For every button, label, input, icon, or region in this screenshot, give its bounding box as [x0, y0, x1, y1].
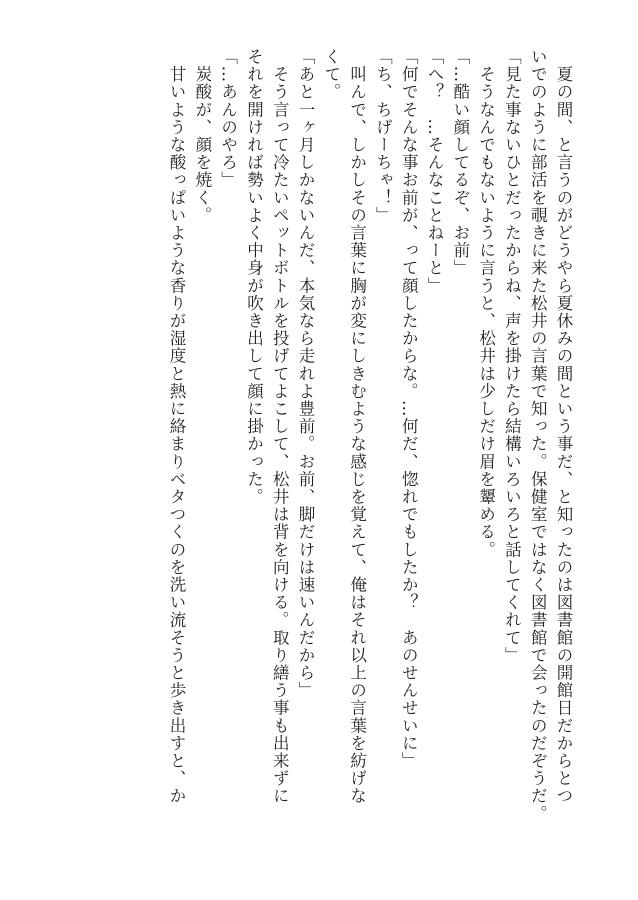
text-line: 夏の間、と言うのがどうやら夏休みの間という事だ、と知ったのは図書館の開館日だからとつ [554, 48, 573, 805]
text-line: 「あと一ヶ月しかないんだ、本気なら走れよ豊前。お前、脚だけは速いんだから」 [296, 48, 316, 700]
text-line: それを開ければ勢いよく中身が吹き出して顔に掛かった。 [244, 48, 264, 506]
text-line: いでのように部活を覗きに来た松井の言葉で知った。保健室ではなく図書館で会ったのだぞうだ。 [528, 48, 548, 823]
text-line: 「へ？ …そんなことねーと」 [425, 48, 445, 295]
text-line: そう言って冷たいペットボトルを投げてよこして、松井は背を向ける。取り繕う事も出来ずに [270, 48, 290, 805]
text-line: 炭酸が、顔を焼く。 [192, 48, 212, 224]
text-line: 「見た事ないひとだったからね、声を掛けたら結構いろいろと話してくれて」 [502, 48, 522, 664]
text-line: 甘いような酸っぱいような香りが湿度と熱に絡まりベタつくのを洗い流そうと歩き出すと、か [167, 48, 187, 805]
text-line: 「…酷い顔してるぞ、お前」 [450, 48, 470, 277]
text-line: くて。 [321, 48, 341, 101]
text-line: 叫んで、しかしその言葉に胸が変にしきむような感じを覚えて、俺はそれ以上の言葉を紡げな [347, 48, 367, 805]
text-line: 「ち、ちげーちゃ！」 [373, 48, 393, 224]
text-line: そうなんでもないように言うと、松井は少しだけ眉を顰める。 [476, 48, 496, 559]
vertical-text-body [56, 48, 576, 848]
text-line: 「…あんのやろ」 [218, 48, 238, 189]
text-line: 「何でそんな事お前が、って顔したからな。…何だ、惚れでもしたか？ あのせんせいに」 [399, 48, 419, 770]
